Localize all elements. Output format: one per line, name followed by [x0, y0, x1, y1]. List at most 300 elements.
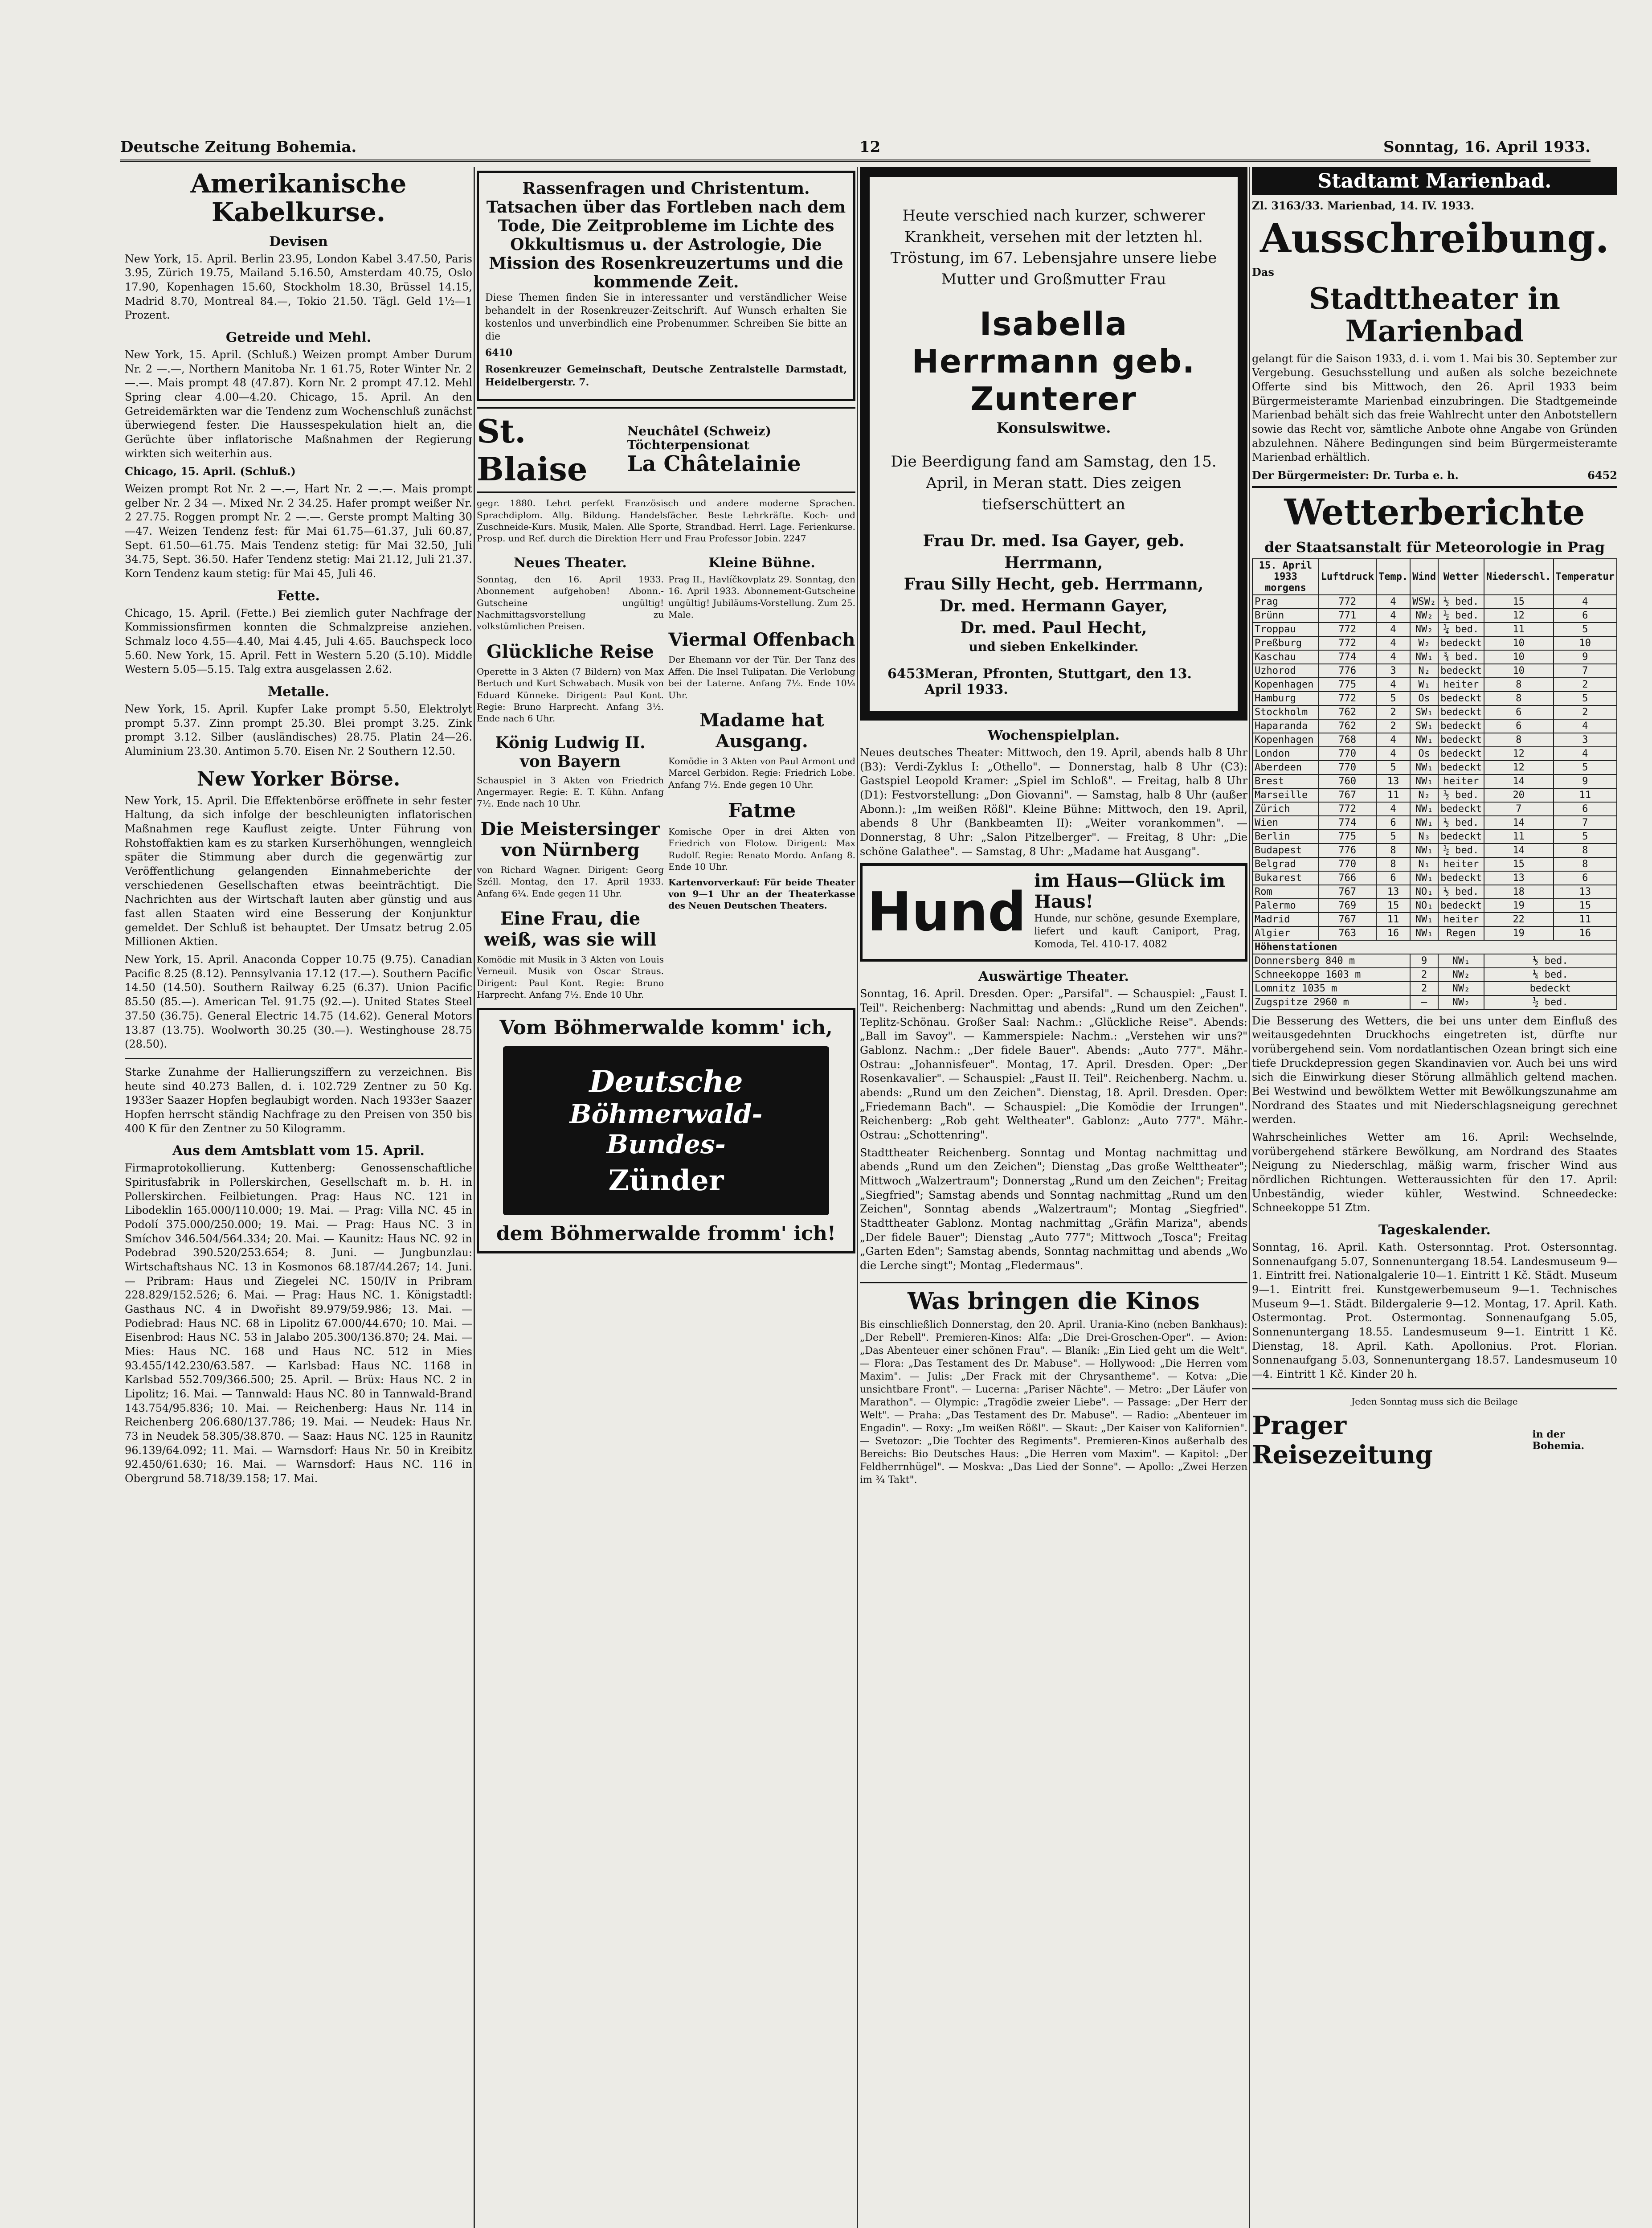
table-cell: 767: [1319, 885, 1376, 899]
madame-heading: Madame hat Ausgang.: [699, 709, 824, 752]
table-row: [1252, 774, 1617, 788]
table-cell: 2: [1410, 982, 1438, 995]
table-cell: N₁: [1410, 857, 1438, 871]
table-cell: NW₂: [1410, 623, 1438, 636]
table-cell: Troppau: [1252, 623, 1319, 636]
column-theater: [477, 167, 855, 2228]
table-cell: Hamburg: [1252, 692, 1319, 705]
table-cell: bedeckt: [1438, 636, 1484, 650]
kino-text: Bis einschließlich Donnerstag, den 20. April. Urania-Kino (neben Bankhaus): „Der Rebell". Premieren-Kinos: Alfa: „Die Drei-Groschen-Oper". — Avion: „Das Abenteuer einer schönen Frau". — Blaník: „Ein Lied geht um die Welt". — Flora: „Das Testament des Dr. Mabuse". — Hollywood: „Die Herren vom Maxim". — Julis: „Der Frack mit der Chrysantheme". — Kotva: „Die unsichtbare Front". — Lucerna: „Pariser Nächte". — Metro: „Der Läufer von Marathon". — Olympic: „Tragödie zweier Liebe". — Passage: „Der Herr der Welt". — Praha: „Das Testament des Dr. Mabuse". — Radio: „Abenteuer im Engadin". — Roxy: „Im weißen Rößl". — Skaut: „Der Kaiser von Kalifornien". — Svetozor: „Die Tochter des Regiments". Premieren-Kinos außerhalb des Bereichs: Bio Deutsches Haus: „Die Herren vom Maxim". — Kapitol: „Der Feldherrnhügel". — Moskva: „Das Lied der Sonne". — Apollo: „Zwei Herzen im ¾ Takt".: [860, 1319, 1247, 1486]
devisen-heading: Devisen: [269, 233, 328, 250]
table-cell: 4: [1376, 623, 1410, 636]
table-row: [1252, 650, 1617, 664]
rosenkreuzer-title: Rassenfragen und Christentum. Tatsachen über das Fortleben nach dem Tode, Die Zeitprobleme im Lichte des Okkultismus u. der Astrologie, Die Mission des Rosenkreuzertums und die kommende Zeit.: [486, 179, 846, 291]
table-cell: 5: [1554, 623, 1617, 636]
table-cell: Zugspitze 2960 m: [1252, 995, 1410, 1009]
tageskalender-heading: Tageskalender.: [1378, 1222, 1491, 1238]
table-cell: London: [1252, 747, 1319, 761]
table-row: [1252, 871, 1617, 885]
table-cell: NW₁: [1438, 954, 1484, 968]
hund-ad-text: Hunde, nur schöne, gesunde Exemplare, liefert und kauft Caniport, Prag, Komoda, Tel. 410-17. 4082: [1034, 913, 1240, 950]
table-cell: NW₂: [1410, 609, 1438, 623]
rosenkreuzer-ad: [477, 171, 855, 401]
table-cell: NW₂: [1438, 982, 1484, 995]
table-cell: 10: [1484, 636, 1554, 650]
table-cell: 762: [1319, 705, 1376, 719]
zuender-line3: Zünder: [608, 1163, 724, 1197]
table-cell: 10: [1484, 650, 1554, 664]
weather-table: [1252, 558, 1617, 1010]
column-rule: [474, 167, 475, 2228]
table-row: [1252, 857, 1617, 871]
table-cell: 3: [1376, 664, 1410, 678]
table-row: [1252, 747, 1617, 761]
st-blaise-name: La Châtelainie: [627, 451, 801, 476]
table-cell: ½ bed.: [1438, 609, 1484, 623]
table-cell: 769: [1319, 899, 1376, 913]
amtsblatt-heading: Aus dem Amtsblatt vom 15. April.: [172, 1143, 425, 1159]
table-cell: 12: [1484, 761, 1554, 774]
wochenspielplan-text: Neues deutsches Theater: Mittwoch, den 19. April, abends halb 8 Uhr (B3): Verdi-Zyklus I: „Othello". — Donnerstag, halb 8 Uhr (C3): Gastspiel Leopold Kramer: „Spiel im Schloß". — Freitag, halb 8 Uhr (D1): Festvorstellung: „Don Giovanni". — Samstag, halb 8 Uhr (außer Abonn.): „Im weißen Rößl". Kleine Bühne: Mittwoch, den 19. April, abends 8 Uhr (Bankbeamten II): „Weiter vorankommen". — Donnerstag, 8 Uhr: „Salon Pitzelberger". — Freitag, 8 Uhr: „Die schöne Galathee". — Samstag, 8 Uhr: „Madame hat Ausgang".: [860, 746, 1247, 858]
table-cell: 772: [1319, 692, 1376, 705]
table-cell: NW₂: [1438, 968, 1484, 982]
ausschreibung-subject: Stadttheater in Marienbad: [1309, 281, 1561, 348]
table-cell: bedeckt: [1438, 899, 1484, 913]
st-blaise-ad: [477, 407, 855, 493]
table-cell: 772: [1319, 595, 1376, 609]
boerse-text: New York, 15. April. Die Effektenbörse eröffnete in sehr fester Haltung, da sich infolge der beschleunigten inflatorischen Maßnahmen rege Kauflust zeigte. Unter Führung von Rohstoffaktien kam es zu starken Kurserhöhungen, wenngleich später die Stimmung aber durch die gegenwärtig zur Veröffentlichung gelangenden Einnahmeberichte der verschiedenen Gesellschaften etwas beeinträchtigt. Die Nachrichten aus der Wirtschaft lauten aber günstig und aus fast allen Staaten wird eine Besserung der Konjunktur gemeldet. Der Schluß ist behauptet. Der Umsatz betrug 2.05 Millionen Aktien.: [125, 794, 472, 948]
table-row: [1252, 636, 1617, 650]
table-cell: 771: [1319, 609, 1376, 623]
table-cell: 20: [1484, 788, 1554, 802]
table-cell: Belgrad: [1252, 857, 1319, 871]
table-cell: Uzhorod: [1252, 664, 1319, 678]
table-cell: N₂: [1410, 788, 1438, 802]
table-cell: Budapest: [1252, 844, 1319, 857]
column-header: Luftdruck: [1319, 559, 1376, 595]
table-cell: 15: [1376, 899, 1410, 913]
table-cell: ½ bed.: [1438, 788, 1484, 802]
table-cell: 15: [1484, 595, 1554, 609]
wetter-subheading: der Staatsanstalt für Meteorologie in Prag: [1264, 538, 1605, 556]
kino-heading: Was bringen die Kinos: [860, 1282, 1247, 1315]
column-header: Temp.: [1376, 559, 1410, 595]
table-cell: bedeckt: [1438, 733, 1484, 747]
obituary-signers: [887, 530, 1220, 655]
table-row: [1252, 913, 1617, 926]
boerse-heading: New Yorker Börse.: [196, 767, 401, 790]
table-cell: ¼ bed.: [1484, 968, 1617, 982]
table-cell: 766: [1319, 871, 1376, 885]
table-cell: NW₁: [1410, 650, 1438, 664]
table-cell: NW₁: [1410, 761, 1438, 774]
table-cell: 6: [1376, 816, 1410, 830]
column-header: Wetter: [1438, 559, 1484, 595]
wetter-text: Die Besserung des Wetters, die bei uns unter dem Einfluß des weitausgedehnten Druckhochs eingetreten ist, dürfte nur vorübergehend sein. Vom nordatlantischen Ozean bringt sich eine tiefe Druckdepression gegen Skandinavien vor. Auch bei uns wird sich die Einwirkung dieser Störung allmählich geltend machen. Bei Westwind und bewölktem Wetter mit Bewölkungszunahme am Nordrand des Staates und mit Niederschlagsneigung gerechnet werden.: [1252, 1014, 1617, 1126]
table-cell: 6: [1554, 802, 1617, 816]
divider: [1252, 1388, 1617, 1389]
table-cell: 15: [1484, 857, 1554, 871]
table-cell: Madrid: [1252, 913, 1319, 926]
table-cell: 8: [1554, 844, 1617, 857]
table-row: [1252, 830, 1617, 844]
table-cell: heiter: [1438, 774, 1484, 788]
table-cell: Brest: [1252, 774, 1319, 788]
column-weather: [1252, 167, 1617, 2228]
table-cell: Lomnitz 1035 m: [1252, 982, 1410, 995]
ausschreibung-das: Das: [1252, 265, 1274, 278]
signer: Frau Dr. med. Isa Gayer, geb. Herrmann,: [923, 532, 1185, 572]
page-number: 12: [859, 138, 881, 156]
table-row: [1252, 595, 1617, 609]
footer-note: Jeden Sonntag muss sich die Beilage: [1351, 1396, 1518, 1407]
column-notices: [860, 167, 1247, 2228]
table-cell: 775: [1319, 678, 1376, 692]
table-cell: 6: [1554, 871, 1617, 885]
table-cell: ½ bed.: [1438, 595, 1484, 609]
stadtamt-ref: Zl. 3163/33. Marienbad, 14. IV. 1933.: [1252, 199, 1475, 212]
table-cell: 4: [1376, 595, 1410, 609]
table-cell: 767: [1319, 913, 1376, 926]
table-cell: 7: [1484, 802, 1554, 816]
table-cell: bedeckt: [1438, 830, 1484, 844]
prager-reisezeitung-note: in der Bohemia.: [1532, 1429, 1585, 1452]
table-cell: 13: [1484, 871, 1554, 885]
wetter-vorhersage: Wahrscheinliches Wetter am 16. April: Wechselnde, vorübergehend stärkere Bewölkung, am Nordrand des Staates Neigung zu Niederschlag, mäßig warm, frischer Wind aus nördlichen Richtungen. Wetteraussichten für den 17. April: Unbeständig, wieder kühler, Westwind. Schneedecke: Schneekoppe 51 Ztm.: [1252, 1130, 1617, 1214]
obituary-title: Konsulswitwe.: [996, 419, 1111, 437]
table-cell: WSW₂: [1410, 595, 1438, 609]
table-cell: 6: [1554, 609, 1617, 623]
table-cell: 774: [1319, 816, 1376, 830]
table-row: [1252, 968, 1617, 982]
table-cell: 4: [1376, 733, 1410, 747]
table-cell: 2: [1376, 705, 1410, 719]
table-cell: 9: [1410, 954, 1438, 968]
chicago-heading: Chicago, 15. April. (Schluß.): [125, 465, 296, 478]
table-cell: 11: [1484, 623, 1554, 636]
table-cell: 4: [1376, 802, 1410, 816]
auswaertige-text: Sonntag, 16. April. Dresden. Oper: „Parsifal". — Schauspiel: „Faust I. Teil". Reichenberg: Nachmittag und abends: „Rund um den Zeichen". Teplitz-Schönau. Großer Saal: Nachm.: „Glückliche Reise". Abends: „Ball im Savoy". — Kammerspiele: Nachm.: „Verstehen wir uns?" Gablonz. Nachm.: „Der fidele Bauer". Abends: „Auto 777". Mähr.-Ostrau: „Johannisfeuer". Montag, 17. April. Dresden. Oper: „Der Rosenkavalier". — Schauspiel: „Faust II. Teil". Reichenberg. Nachm. u. abends: „Rund um den Zeichen". Dienstag, 18. April. Dresden. Oper: „Friedemann Bach". — Schauspiel: „Die Komödie der Irrungen". Reichenberg: „Rob geht Weltheater". Gablonz: „Auto 777". Mähr.-Ostrau: „Schottenring".: [860, 987, 1247, 1142]
signer: und sieben Enkelkinder.: [969, 639, 1139, 655]
neues-theater-text: Sonntag, den 16. April 1933. Abonnement aufgehoben! Abonn.-Gutscheine ungültig! Nachmittagsvorstellung zu volkstümlichen Preisen.: [477, 573, 664, 632]
table-cell: bedeckt: [1484, 982, 1617, 995]
obituary-notice: [860, 167, 1247, 721]
table-cell: 8: [1484, 733, 1554, 747]
table-cell: 770: [1319, 857, 1376, 871]
table-cell: 767: [1319, 788, 1376, 802]
table-cell: NW₂: [1438, 995, 1484, 1009]
table-cell: 776: [1319, 664, 1376, 678]
table-cell: 4: [1376, 650, 1410, 664]
table-cell: Haparanda: [1252, 719, 1319, 733]
table-cell: 11: [1484, 830, 1554, 844]
table-row: [1252, 609, 1617, 623]
st-blaise-text: gegr. 1880. Lehrt perfekt Französisch und andere moderne Sprachen. Sprachdiplom. Allg. Bildung. Handelsfächer. Beste Lehrkräfte. Koch- und Zuschneide-Kurs. Musik, Malen. Alle Sporte, Strandbad. Herrl. Lage. Ferienkurse. Prosp. und Ref. durch die Direktion Herr und Frau Professor Jobin. 2247: [477, 498, 855, 544]
table-cell: 5: [1376, 692, 1410, 705]
table-cell: 5: [1554, 692, 1617, 705]
table-cell: Os: [1410, 692, 1438, 705]
meistersinger-heading: Die Meistersinger von Nürnberg: [480, 818, 660, 860]
hund-ad-title: Hund: [867, 881, 1026, 944]
table-cell: Rom: [1252, 885, 1319, 899]
table-cell: 14: [1484, 816, 1554, 830]
table-cell: 772: [1319, 802, 1376, 816]
table-row: [1252, 954, 1617, 968]
kabelkurse-heading: Amerikanische Kabelkurse.: [190, 168, 407, 227]
table-cell: 4: [1376, 678, 1410, 692]
prager-reisezeitung-ad: [1252, 1411, 1617, 1470]
table-cell: Donnersberg 840 m: [1252, 954, 1410, 968]
table-cell: 768: [1319, 733, 1376, 747]
table-cell: 13: [1376, 885, 1410, 899]
weather-table-body: [1252, 595, 1617, 940]
fatme-text: Komische Oper in drei Akten von Friedrich von Flotow. Dirigent: Max Rudolf. Regie: Renato Mordo. Anfang 8. Ende 10 Uhr.: [668, 826, 855, 872]
table-cell: Regen: [1438, 926, 1484, 940]
obituary-funeral: Die Beerdigung fand am Samstag, den 15. April, in Meran statt. Dies zeigen tiefserschüttert an: [891, 453, 1217, 513]
table-cell: NW₁: [1410, 871, 1438, 885]
table-cell: 8: [1376, 857, 1410, 871]
weather-table-header: [1252, 559, 1617, 595]
theater-program: [477, 548, 855, 1004]
chicago-text: Weizen prompt Rot Nr. 2 —.—, Hart Nr. 2 —.—. Mais prompt gelber Nr. 2 34 —. Mixed Nr. 2 34.25. Hafer prompt weißer Nr. 2 27.75. Roggen prompt Nr. 2 —.—. Gerste prompt Malting 30—47. Weizen Tendenz fest: für Mai 61.75—61.37, Juli 60.87, Sept. 61.50—61.75. Mais Tendenz stetig: für Mai 32.50, Juli 34.75, Sept. 36.50. Hafer Tendenz stetig: Mai 21.12, Juli 21.37. Korn Tendenz kaum stetig: für Mai 45, Juli 46.: [125, 483, 472, 580]
table-cell: bedeckt: [1438, 705, 1484, 719]
eine-frau-heading: Eine Frau, die weiß, was sie will: [484, 908, 657, 950]
column-header: Temperatur: [1554, 559, 1617, 595]
table-cell: bedeckt: [1438, 802, 1484, 816]
madame-text: Komödie in 3 Akten von Paul Armont und Marcel Gerbidon. Regie: Friedrich Lobe. Anfang 7½. Ende gegen 10 Uhr.: [668, 755, 855, 790]
column-header: Wind: [1410, 559, 1438, 595]
obituary-code: 6453: [887, 666, 925, 682]
ludwig-heading: König Ludwig II. von Bayern: [495, 733, 646, 771]
table-cell: 770: [1319, 747, 1376, 761]
rosenkreuzer-address: Rosenkreuzer Gemeinschaft, Deutsche Zentralstelle Darmstadt, Heidelbergerstr. 7.: [485, 364, 847, 389]
devisen-text: New York, 15. April. Berlin 23.95, London Kabel 3.47.50, Paris 3.95, Zürich 19.75, Mailand 5.16.50, Amsterdam 40.75, Oslo 17.90, Kopenhagen 15.60, Stockholm 18.30, Brüssel 14.15, Madrid 8.70, Montreal 84.—, Tokio 21.50. Tägl. Geld 1½—1 Prozent.: [125, 252, 472, 322]
table-cell: 13: [1376, 774, 1410, 788]
table-cell: Aberdeen: [1252, 761, 1319, 774]
table-cell: NO₁: [1410, 899, 1438, 913]
table-row: [1252, 719, 1617, 733]
table-row: [1252, 926, 1617, 940]
zuender-ad: [477, 1008, 855, 1253]
table-cell: ½ bed.: [1484, 995, 1617, 1009]
ludwig-text: Schauspiel in 3 Akten von Friedrich Angermayer. Regie: E. T. Kühn. Anfang 7½. Ende nach 10 Uhr.: [477, 774, 664, 809]
zuender-line1: Deutsche: [589, 1064, 743, 1099]
table-cell: 10: [1484, 664, 1554, 678]
table-cell: bedeckt: [1438, 761, 1484, 774]
obituary-name: Isabella Herrmann geb. Zunterer: [912, 305, 1196, 418]
table-cell: 3: [1554, 733, 1617, 747]
table-cell: 8: [1554, 857, 1617, 871]
table-row: [1252, 816, 1617, 830]
table-cell: 10: [1554, 636, 1617, 650]
table-cell: 14: [1484, 844, 1554, 857]
zuender-logo: [503, 1046, 829, 1215]
table-cell: 12: [1484, 747, 1554, 761]
table-cell: 22: [1484, 913, 1554, 926]
signer: Dr. med. Paul Hecht,: [960, 618, 1147, 637]
st-blaise-title: St. Blaise: [477, 412, 588, 488]
table-cell: ½ bed.: [1484, 954, 1617, 968]
table-cell: 8: [1484, 692, 1554, 705]
table-cell: Prag: [1252, 595, 1319, 609]
weather-table-hoehen-rows: [1252, 954, 1617, 1009]
zuender-ad-head: Vom Böhmerwalde komm' ich,: [499, 1016, 833, 1039]
table-cell: ½ bed.: [1438, 816, 1484, 830]
table-cell: 4: [1376, 747, 1410, 761]
table-cell: N₂: [1410, 664, 1438, 678]
metalle-text: New York, 15. April. Kupfer Lake prompt 5.50, Elektrolyt prompt 5.37. Zinn prompt 25.30. Blei prompt 3.25. Zink prompt 3.12. Silber (ausländisches) 28.75. Platin 24—26. Aluminium 23.30. Antimon 5.70. Eisen Nr. 2 Southern 12.50.: [125, 703, 472, 758]
table-row: [1252, 705, 1617, 719]
table-row: [1252, 733, 1617, 747]
table-cell: Zürich: [1252, 802, 1319, 816]
stadtamt-heading: Stadtamt Marienbad.: [1252, 167, 1617, 195]
table-cell: NW₁: [1410, 733, 1438, 747]
ausschreibung-text: gelangt für die Saison 1933, d. i. vom 1. Mai bis 30. September zur Vergebung. Gesuchsstellung und außen als solche bezeichnete Offerte sind bis Mittwoch, den 26. April 1933 beim Bürgermeisteramte Marienbad einzubringen. Die Stadtgemeinde Marienbad behält sich das freie Wahlrecht unter den Anbotstellern sowie das Recht vor, sämtliche Anbote ohne Angabe von Gründen abzulehnen. Nähere Bedingungen sind beim Bürgermeisteramte Marienbad erhältlich.: [1252, 352, 1617, 464]
table-cell: 772: [1319, 636, 1376, 650]
table-cell: 11: [1554, 788, 1617, 802]
table-cell: 6: [1376, 871, 1410, 885]
table-cell: 4: [1376, 636, 1410, 650]
signer: Dr. med. Hermann Gayer,: [939, 596, 1168, 615]
hoehen-heading: Höhenstationen: [1252, 940, 1617, 954]
hund-ad: [860, 863, 1247, 962]
table-cell: 11: [1376, 913, 1410, 926]
table-cell: 2: [1376, 719, 1410, 733]
table-row: [1252, 899, 1617, 913]
divider: [125, 1058, 472, 1059]
table-cell: Palermo: [1252, 899, 1319, 913]
table-cell: SW₁: [1410, 719, 1438, 733]
table-cell: 5: [1376, 761, 1410, 774]
table-cell: bedeckt: [1438, 747, 1484, 761]
table-cell: ½ bed.: [1438, 844, 1484, 857]
table-cell: ¾ bed.: [1438, 650, 1484, 664]
table-cell: heiter: [1438, 857, 1484, 871]
stadttheater-text: Stadttheater Reichenberg. Sonntag und Montag nachmittag und abends „Rund um den Zeichen"; Dienstag „Das große Welttheater"; Mittwoch „Walzertraum"; Donnerstag „Rund um den Zeichen"; Freitag „Siegfried"; Samstag abends und Sonntag nachmittag „Rund um den Zeichen", Sonntag abends „Walzertraum"; Montag „Siegfried". Stadttheater Gablonz. Montag nachmittag „Gräfin Mariza", abends „Der fidele Bauer"; Dienstag „Auto 777"; Mittwoch „Tosca"; Freitag „Garten Eden"; Samstag abends, Sonntag nachmittag und abends „Wo die Lerche singt"; Montag „Fledermaus".: [860, 1146, 1247, 1272]
table-row: [1252, 982, 1617, 995]
table-row: [1252, 623, 1617, 636]
table-row: [1252, 995, 1617, 1009]
table-cell: Os: [1410, 747, 1438, 761]
column-rule: [857, 167, 858, 2228]
column-rule: [1249, 167, 1250, 2228]
kleine-buehne-text: Prag II., Havlíčkovplatz 29. Sonntag, den 16. April 1933. Abonnement-Gutscheine ungültig! Jubiläums-Vorstellung. Zum 25. Male.: [668, 573, 855, 620]
table-cell: 770: [1319, 761, 1376, 774]
tageskalender-text: Sonntag, 16. April. Kath. Ostersonntag. Prot. Ostersonntag. Sonnenaufgang 5.07, Sonnenuntergang 18.54. Landesmuseum 9—1. Eintritt frei. Nationalgalerie 10—1. Eintritt 1 Kč. Städt. Museum 9—1. Eintritt frei. Kunstgewerbemuseum 9—1. Technisches Museum 9—1. Städt. Bildergalerie 9—12. Montag, 17. April. Kath. Ostermontag. Prot. Ostermontag. Sonnenaufgang 5.05, Sonnenuntergang 18.55. Landesmuseum 9—1. Eintritt 1 Kč. Dienstag, 18. April. Kath. Apollonius. Prot. Florian. Sonnenaufgang 5.03, Sonnenuntergang 18.57. Landesmuseum 10—4. Eintritt 1 Kč. Kinder 20 h.: [1252, 1241, 1617, 1381]
ausschreibung-signature: Der Bürgermeister: Dr. Turba e. h.: [1252, 468, 1459, 482]
table-cell: 4: [1376, 609, 1410, 623]
ausschreibung-heading: Ausschreibung.: [1260, 214, 1609, 262]
table-cell: 16: [1554, 926, 1617, 940]
getreide-heading: Getreide und Mehl.: [225, 329, 372, 345]
table-cell: 4: [1554, 719, 1617, 733]
getreide-text: New York, 15. April. (Schluß.) Weizen prompt Amber Durum Nr. 2 —.—, Northern Manitoba Nr. 1 61.75, Roter Winter Nr. 2 —.—. Mais prompt 48 (47.87). Korn Nr. 2 prompt 47.12. Mehl Spring clear 4.00—4.20. Chicago, 15. April. An den Getreidemärkten war die Tendenz zum Wochenschluß zunächst überwiegend fester. Die Haussespekulation hielt an, die Gerüchte über inflatorische Maßnahmen der Regierung wirkten sich weiterhin aus.: [125, 348, 472, 460]
table-cell: bedeckt: [1438, 871, 1484, 885]
table-cell: Stockholm: [1252, 705, 1319, 719]
obituary-place: Meran, Pfronten, Stuttgart, den 13. April 1933.: [924, 666, 1192, 697]
table-cell: 760: [1319, 774, 1376, 788]
table-cell: NW₁: [1410, 844, 1438, 857]
table-cell: 5: [1376, 830, 1410, 844]
table-cell: 8: [1376, 844, 1410, 857]
table-cell: NO₁: [1410, 885, 1438, 899]
amtsblatt-text: Firmaprotokollierung. Kuttenberg: Genossenschaftliche Spiritusfabrik in Pollerskirchen, Gesellschaft m. b. H. in Pollerskirchen. Feilbietungen. Prag: Haus NC. 121 in Libodeklin 165.000/110.000; 19. Mai. — Prag: Villa NC. 45 in Podolí 375.000/250.000; 19. Mai. — Prag: Haus NC. 3 in Smíchov 346.504/564.334; 20. Mai. — Kaunitz: Haus NC. 92 in Podebrad 390.520/253.654; 8. Juni. — Jungbunzlau: Wirtschaftshaus NC. 13 in Kosmonos 68.187/44.267; 14. Juni. — Pribram: Haus und Ziegelei NC. 150/IV in Pribram 228.829/152.526; 6. Mai. — Prag: Haus NC. 1. Königstadtl: Gasthaus NC. 4 in Dwořisht 89.979/59.986; 13. Mai. — Podiebrad: Haus NC. 68 in Lipolitz 67.000/44.670; 10. Mai. — Eisenbrod: Haus NC. 53 in Jalabo 205.300/136.870; 24. Mai. — Mies: Haus NC. 168 und Haus NC. 512 in Mies 93.455/142.230/63.587. — Karlsbad: Haus NC. 1168 in Karlsbad 552.709/366.500; 25. April. — Brüx: Haus NC. 2 in Lipolitz; 16. Mai. — Tannwald: Haus NC. 80 in Tannwald-Brand 143.754/95.836; 10. Mai. — Reichenberg: Haus Nr. 114 in Reichenberg 206.680/137.786; 19. Mai. — Neudek: Haus Nr. 73 in Neudek 58.305/38.870. — Saaz: Haus NC. 125 in Raunitz 96.139/64.092; 11. Mai. — Warnsdorf: Haus Nr. 50 in Kreibitz 92.450/61.630; 16. Mai. — Warnsdorf: Haus NC. 116 in Obergrund 58.718/39.158; 17. Mai.: [125, 1162, 472, 1485]
column-header: Niederschl.: [1484, 559, 1554, 595]
table-cell: Algier: [1252, 926, 1319, 940]
table-cell: 12: [1484, 609, 1554, 623]
table-row: [1252, 678, 1617, 692]
fatme-heading: Fatme: [728, 799, 796, 823]
table-cell: Berlin: [1252, 830, 1319, 844]
table-cell: 15: [1554, 899, 1617, 913]
table-cell: Schneekoppe 1603 m: [1252, 968, 1410, 982]
table-cell: 763: [1319, 926, 1376, 940]
table-cell: heiter: [1438, 913, 1484, 926]
rosenkreuzer-code: 6410: [485, 347, 513, 359]
table-cell: bedeckt: [1438, 719, 1484, 733]
table-cell: 18: [1484, 885, 1554, 899]
prager-reisezeitung-title: Prager Reisezeitung: [1252, 1411, 1433, 1470]
zuender-line2: Böhmerwald-Bundes-: [569, 1098, 763, 1159]
table-cell: 2: [1554, 705, 1617, 719]
table-cell: 16: [1376, 926, 1410, 940]
table-cell: 5: [1554, 761, 1617, 774]
table-cell: 2: [1410, 968, 1438, 982]
column-finance: [125, 167, 472, 2228]
kleine-buehne-heading: Kleine Bühne.: [708, 555, 815, 571]
table-cell: 6: [1484, 705, 1554, 719]
table-cell: N₃: [1410, 830, 1438, 844]
table-cell: 4: [1554, 595, 1617, 609]
masthead: [120, 129, 1591, 162]
table-cell: NW₁: [1410, 802, 1438, 816]
table-cell: Kopenhagen: [1252, 678, 1319, 692]
glueckliche-reise-text: Operette in 3 Akten (7 Bildern) von Max Bertuch und Kurt Schwabach. Musik von Eduard Künneke. Dirigent: Paul Kont. Regie: Bruno Harprecht. Anfang 3½. Ende nach 6 Uhr.: [477, 666, 664, 724]
table-cell: NW₁: [1410, 774, 1438, 788]
table-cell: 19: [1484, 899, 1554, 913]
offenbach-heading: Viermal Offenbach: [668, 629, 855, 651]
table-cell: ½ bed.: [1438, 885, 1484, 899]
table-cell: 2: [1554, 678, 1617, 692]
zuender-ad-foot: dem Böhmerwalde fromm' ich!: [496, 1222, 836, 1245]
fette-text: Chicago, 15. April. (Fette.) Bei ziemlich guter Nachfrage der Kommissionsfirmen konnten die Schmalzpreise anziehen. Schmalz loco 4.55—4.40, Mai 4.45, Juli 4.65. Bauchspeck loco 5.60. New York, 15. April. Fett in Western 5.20 (5.10). Middle Western 5.05—5.15. Talg extra ausgelassen 2.62.: [125, 606, 472, 676]
wetter-heading: Wetterberichte: [1252, 486, 1617, 532]
ausschreibung-footer: [1252, 468, 1617, 483]
table-cell: bedeckt: [1438, 664, 1484, 678]
table-cell: SW₁: [1410, 705, 1438, 719]
table-cell: bedeckt: [1438, 692, 1484, 705]
table-cell: NW₁: [1410, 816, 1438, 830]
metalle-heading: Metalle.: [268, 684, 329, 700]
table-cell: 6: [1484, 719, 1554, 733]
table-cell: 4: [1554, 747, 1617, 761]
table-cell: 11: [1554, 913, 1617, 926]
table-cell: 5: [1554, 830, 1617, 844]
table-row: [1252, 885, 1617, 899]
table-cell: Kaschau: [1252, 650, 1319, 664]
meistersinger-text: von Richard Wagner. Dirigent: Georg Széll. Montag, den 17. April 1933. Anfang 6¼. Ende gegen 11 Uhr.: [477, 864, 664, 899]
table-row: [1252, 788, 1617, 802]
table-cell: 775: [1319, 830, 1376, 844]
eine-frau-text: Komödie mit Musik in 3 Akten von Louis Verneuil. Musik von Oscar Straus. Dirigent: Paul Kont. Regie: Bruno Harprecht. Anfang 7½. Ende 10 Uhr.: [477, 954, 664, 1000]
table-cell: NW₁: [1410, 926, 1438, 940]
table-cell: 774: [1319, 650, 1376, 664]
table-row: [1252, 692, 1617, 705]
table-cell: Marseille: [1252, 788, 1319, 802]
st-blaise-subtitle: Neuchâtel (Schweiz) Töchterpensionat: [627, 424, 771, 452]
table-cell: 772: [1319, 623, 1376, 636]
table-cell: ¼ bed.: [1438, 623, 1484, 636]
